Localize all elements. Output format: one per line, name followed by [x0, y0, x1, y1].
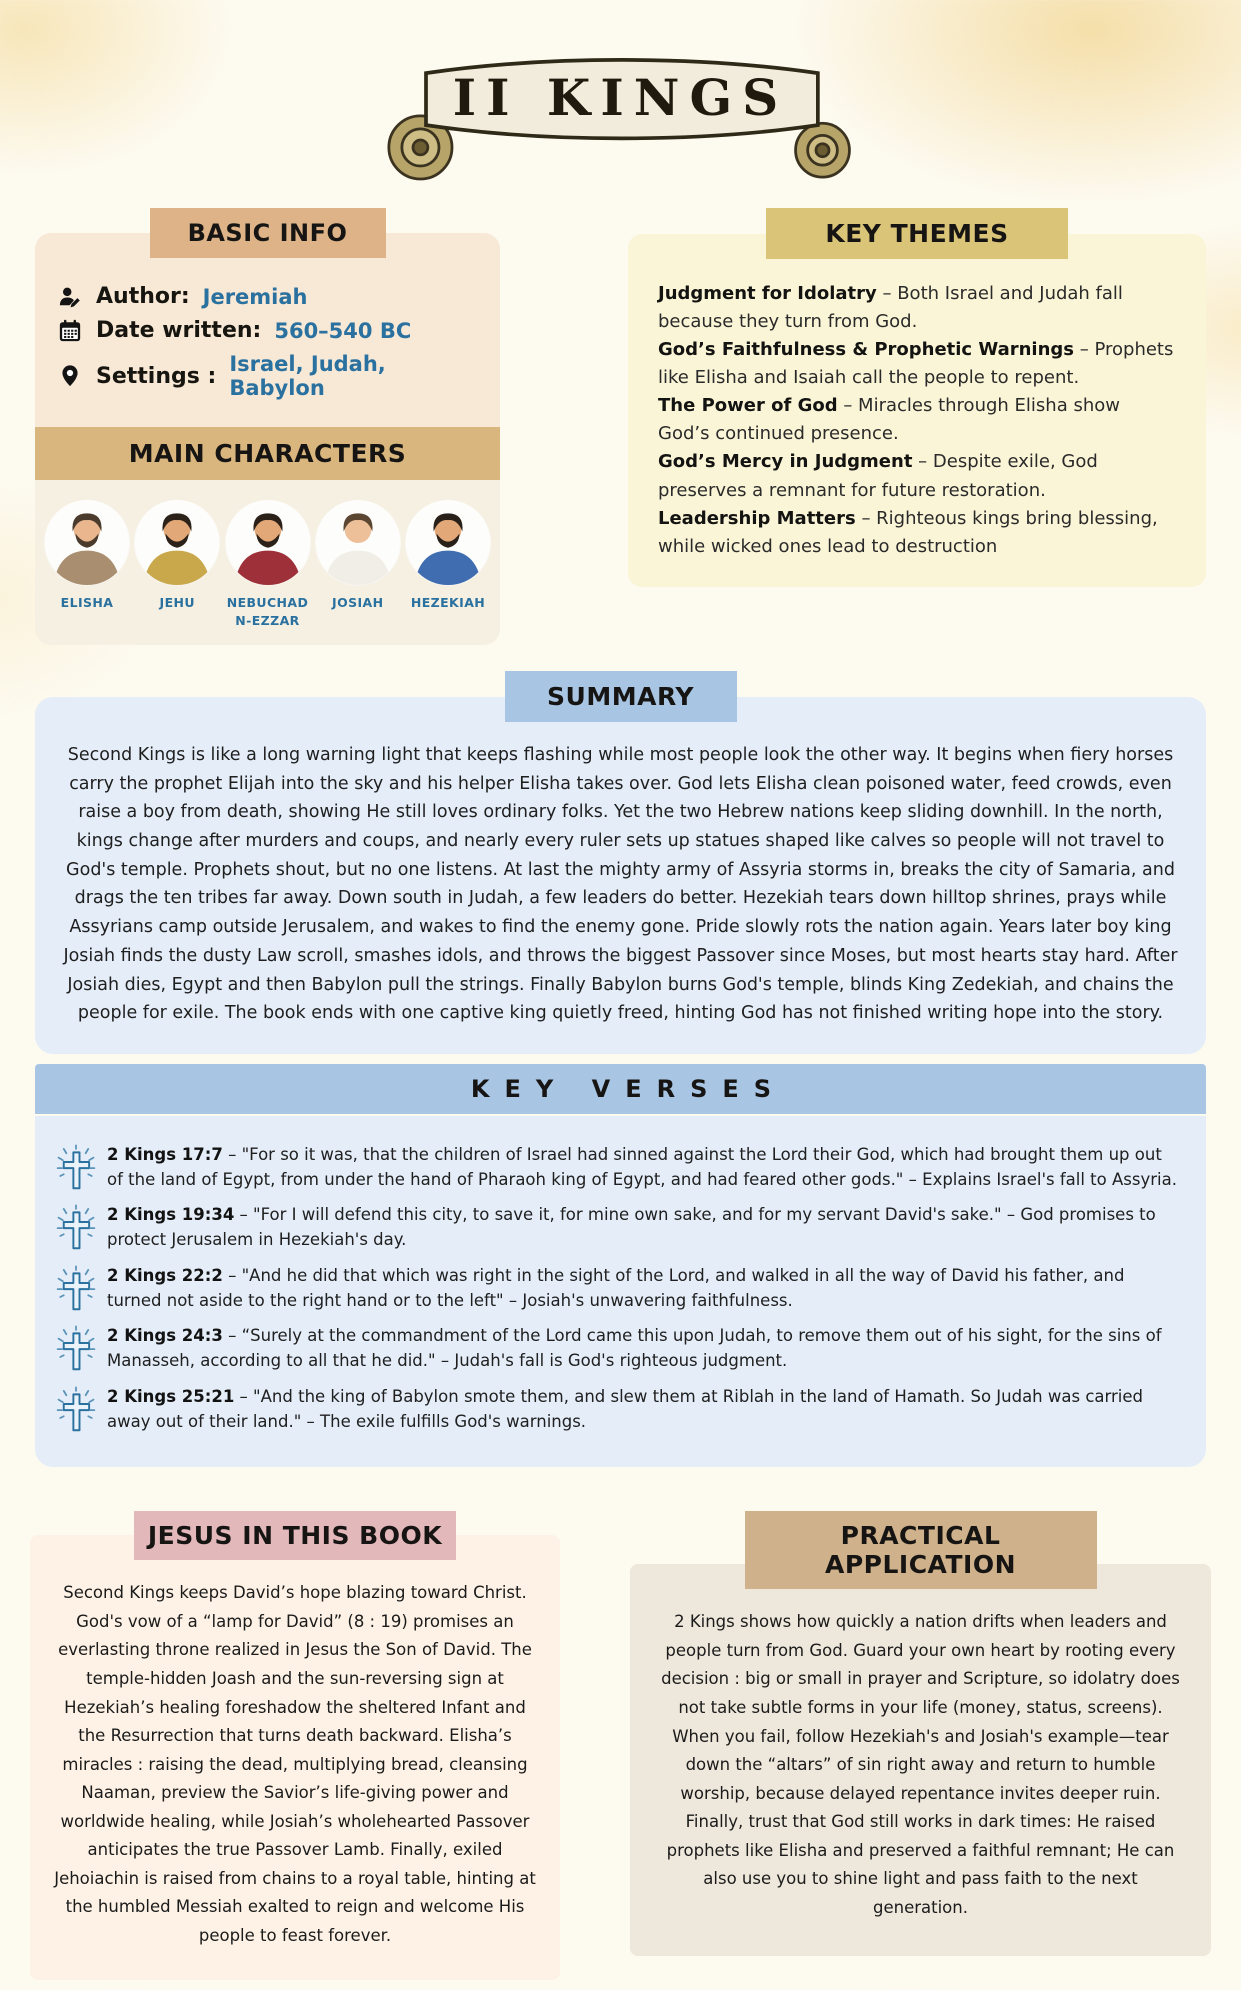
character-portrait [44, 500, 130, 586]
practical-application-header: PRACTICAL APPLICATION [745, 1511, 1097, 1589]
theme-item [658, 280, 1176, 336]
theme-text: – Prophets like Elisha and Isaiah call the people to repent. [658, 339, 1174, 389]
character-name: JEHU [159, 595, 195, 610]
info-label: Author: [96, 284, 190, 309]
character [133, 500, 221, 629]
character-avatar [225, 500, 311, 586]
theme-title: Leadership Matters [658, 507, 856, 529]
practical-application-text: 2 Kings shows how quickly a nation drifts when leaders and people turn from God. Guard your own heart by rooting every decision : big or small in prayer and Scripture, so idolatry does not take subtle forms in your life (money, status, screens). When you fail, follow Hezekiah's and Josiah's example—tear down the “altars” of sin right away and return to humble worship, because delayed repentance invites deeper ruin. Finally, trust that God still works in dark times: He raised prophets like Elisha and preserved a faithful remnant; He can also use you to shine light and pass faith to the next generation. [661, 1612, 1180, 1917]
character [314, 500, 402, 629]
basic-info-header: BASIC INFO [150, 208, 386, 258]
character-portrait [405, 500, 491, 586]
verse-item [51, 1264, 1182, 1314]
character [224, 500, 312, 629]
character-portrait [225, 500, 311, 586]
author-icon [57, 285, 83, 309]
theme-title: God’s Mercy in Judgment [658, 451, 913, 473]
verse-text: – "For I will defend this city, to save it, for mine own sake, and for my servant David's sake." – God promises to protect Jerusalem in Hezekiah's day. [107, 1205, 1156, 1250]
character-name: HEZEKIAH [410, 595, 486, 610]
main-characters-header: MAIN CHARACTERS [35, 427, 500, 480]
info-value: Jeremiah [202, 284, 308, 309]
verse-item [51, 1203, 1182, 1253]
summary-text: Second Kings is like a long warning light that keeps flashing while most people look the other way. It begins when fiery horses carry the prophet Elijah into the sky and his helper Elisha takes over. God lets Elisha clean poisoned water, feed crowds, even raise a boy from death, showing He still loves ordinary folks. Yet the two Hebrew nations keep sliding downhill. In the north, kings change after murders and coups, and nearly every ruler sets up statues shaped like calves so people will not travel to God's temple. Prophets shout, but no one listens. At last the mighty army of Assyria storms in, breaks the city of Samaria, and drags the ten tribes far away. Down south in Judah, a few leaders do better. Hezekiah tears down hilltop shrines, prays while Assyrians camp outside Jerusalem, and wakes to find the enemy gone. Pride slowly rots the nation again. Years later boy king Josiah finds the dusty Law scroll, smashes idols, and throws the biggest Passover since Moses, but most hearts stay hard. After Josiah dies, Egypt and then Babylon pull the strings. Finally Babylon burns God's temple, blinds King Zedekiah, and chains the people for exile. The book ends with one captive king quietly freed, hinting God has not finished writing hope into the story. [63, 745, 1178, 1024]
character-avatar [315, 500, 401, 586]
location-icon [57, 364, 83, 388]
info-label: Settings : [96, 363, 217, 389]
theme-item [658, 448, 1176, 504]
character-avatar [134, 500, 220, 586]
characters-row [43, 500, 492, 629]
cross-icon [55, 1204, 97, 1262]
character [43, 500, 131, 629]
info-value: 560–540 BC [274, 318, 412, 343]
character-portrait [315, 500, 401, 586]
verse-text: – "And the king of Babylon smote them, and slew them at Riblah in the land of Hamath. So Judah was carried away out of their land." – The exile fulfills God's warnings. [107, 1386, 1144, 1431]
main-characters-panel [35, 480, 500, 645]
jesus-in-this-book-panel [30, 1535, 560, 1980]
key-themes-panel [628, 234, 1206, 587]
bottom-columns [0, 1511, 1241, 1980]
character-name: NEBUCHAD N-EZZAR [226, 595, 309, 628]
key-verses-section [35, 1064, 1206, 1468]
practical-application-panel [630, 1564, 1211, 1956]
practical-application-section [630, 1511, 1211, 1956]
theme-text: – Despite exile, God preserves a remnant for future restoration. [658, 451, 1098, 501]
basic-info-rows [57, 284, 474, 400]
theme-title: Judgment for Idolatry [658, 283, 877, 304]
title-banner [361, 34, 881, 194]
info-value: Israel, Judah, Babylon [229, 352, 386, 400]
theme-text: – Both Israel and Judah fall because they turn from God. [658, 283, 1123, 333]
left-column [35, 208, 500, 645]
basic-info-panel [35, 233, 500, 427]
character-name: JOSIAH [332, 595, 384, 610]
cross-icon [55, 1325, 97, 1383]
cross-icon [55, 1386, 97, 1444]
verse-text: – "For so it was, that the children of Israel had sinned against the Lord their God, which had brought them up out of the land of Egypt, from under the hand of Pharaoh king of Egypt, and had feared other gods." – Explains Israel's fall to Assyria. [107, 1144, 1177, 1189]
summary-section [35, 671, 1206, 1054]
theme-text: – Righteous kings bring blessing, while wicked ones lead to destruction [658, 507, 1158, 557]
theme-item [658, 392, 1176, 448]
verse-reference: 2 Kings 19:34 [107, 1205, 235, 1225]
key-verses-header: KEY VERSES [35, 1064, 1206, 1114]
key-verses-panel [35, 1116, 1206, 1468]
verse-item [51, 1385, 1182, 1435]
verse-reference: 2 Kings 24:3 [107, 1326, 223, 1346]
theme-title: The Power of God [658, 395, 838, 417]
verse-reference: 2 Kings 25:21 [107, 1386, 235, 1406]
calendar-icon [57, 319, 83, 343]
verse-text: – “Surely at the commandment of the Lord came this upon Judah, to remove them out of his sight, for the sins of Manasseh, according to all that he did." – Judah's fall is God's righteous judgment. [107, 1326, 1162, 1371]
cross-icon [55, 1265, 97, 1323]
verse-item [51, 1143, 1182, 1193]
jesus-in-this-book-section [30, 1511, 560, 1980]
basic-info-row [57, 284, 474, 309]
info-label: Date written: [96, 318, 262, 343]
verse-reference: 2 Kings 22:2 [107, 1265, 223, 1285]
jesus-in-this-book-header: JESUS IN THIS BOOK [134, 1511, 456, 1560]
theme-item [658, 505, 1176, 561]
verse-item [51, 1324, 1182, 1374]
basic-info-row [57, 318, 474, 343]
summary-header: SUMMARY [505, 671, 737, 722]
top-columns [0, 208, 1241, 645]
character-avatar [44, 500, 130, 586]
page-title: II KINGS [452, 68, 789, 127]
theme-text: – Miracles through Elisha show God’s continued presence. [658, 395, 1120, 445]
character-name: ELISHA [60, 595, 114, 610]
right-column [628, 208, 1206, 645]
basic-info-row [57, 352, 474, 400]
jesus-in-this-book-text: Second Kings keeps David’s hope blazing toward Christ. God's vow of a “lamp for David” (8 : 19) promises an everlasting throne realized in Jesus the Son of David. The temple-hidden Joash and the sun-reversing sign at Hezekiah’s healing foreshadow the sheltered Infant and the Resurrection that turns death backward. Elisha’s miracles : raising the dead, multiplying bread, cleansing Naaman, preview the Savior’s life-giving power and worldwide healing, while Josiah’s wholehearted Passover anticipates the true Passover Lamb. Finally, exiled Jehoiachin is raised from chains to a royal table, hinting at the humbled Messiah exalted to reign and welcome His people to feast forever. [54, 1583, 536, 1945]
verse-text: – "And he did that which was right in the sight of the Lord, and walked in all the way of David his father, and turned not aside to the right hand or to the left" – Josiah's unwavering faithfulness. [107, 1265, 1125, 1310]
character-portrait [134, 500, 220, 586]
theme-title: God’s Faithfulness & Prophetic Warnings [658, 339, 1075, 361]
verse-reference: 2 Kings 17:7 [107, 1144, 223, 1164]
key-themes-header: KEY THEMES [766, 208, 1068, 259]
cross-icon [55, 1144, 97, 1202]
character-avatar [405, 500, 491, 586]
theme-item [658, 336, 1176, 392]
character [404, 500, 492, 629]
summary-panel [35, 697, 1206, 1054]
